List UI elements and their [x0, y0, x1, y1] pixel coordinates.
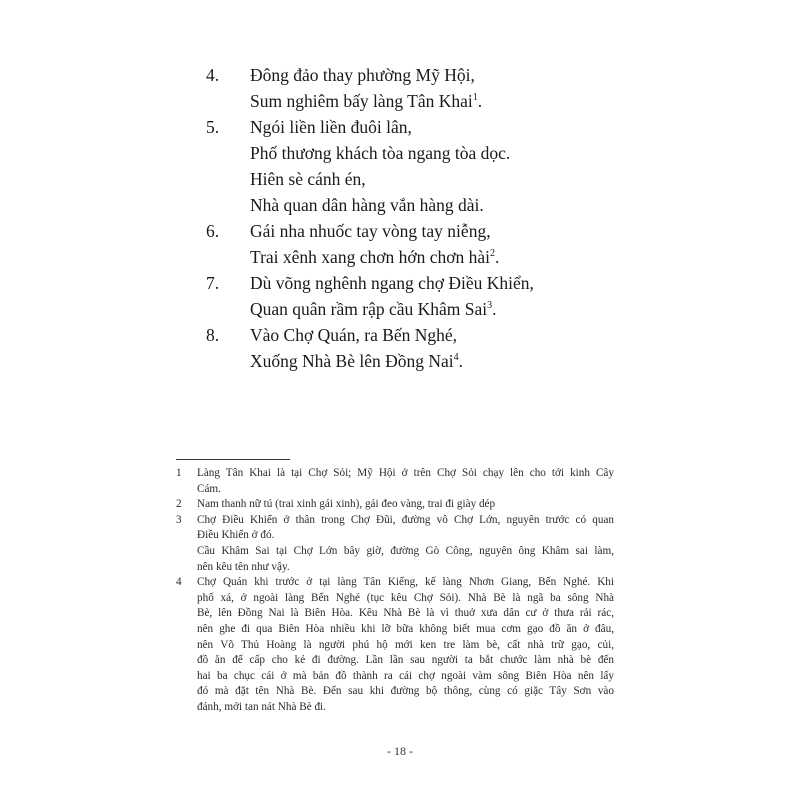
footnote-line: Làng Tân Khai là tại Chợ Sỏi; Mỹ Hội ở trên Chợ Sỏi chạy lên cho tới kinh Cây [197, 467, 614, 479]
stanza-7 [206, 270, 726, 322]
footnote-ref: 1 [472, 92, 478, 104]
footnote-ref: 2 [490, 248, 495, 260]
footnote-line: phố xá, ở ngoài làng Bến Nghé (tục kêu Chợ Sỏi). Nhà Bè là ngã ba sông Nhà [197, 591, 614, 604]
footnote-line: nên ghe đi qua Biên Hòa nhiều khi lỡ bữa không biết mua cơm gạo đồ ăn ở đâu, [197, 622, 614, 635]
poem [206, 62, 726, 374]
page-number: - 18 - [387, 744, 413, 758]
footnote-line: Bè, lên Đồng Nai là Biên Hòa. Kêu Nhà Bè là vì thuở xưa dân cư ở thưa rải rác, [197, 607, 614, 620]
verse-line: Hiên sè cánh én, [250, 169, 366, 189]
verse-line: Dù võng nghênh ngang chợ Điều Khiển, [250, 273, 534, 293]
stanza-4 [206, 62, 726, 114]
verse-line: Trai xênh xang chơn hớn chơn hài$^2$. [250, 247, 500, 267]
footnote-line: nên Võ Thủ Hoàng là người phú hộ mới ken tre làm bè, cất nhà trữ gạo, củi, [197, 638, 614, 651]
footnote-line: Chợ Quán khi trước ở tại làng Tân Kiểng, kế làng Nhơn Giang, Bến Nghé. Khi [197, 576, 614, 589]
stanza-number: 5. [206, 117, 220, 137]
footnote-line: đồ ăn để cấp cho kẻ đi đường. Lần lần sau người ta bắt chước làm nhà bè đến [197, 654, 614, 667]
footnote-ref: 3 [487, 300, 493, 312]
footnote-number: 3 [176, 513, 182, 526]
footnote-number: 4 [176, 576, 182, 589]
stanza-6 [206, 218, 726, 270]
stanza-5 [206, 114, 726, 218]
footnote-line: Cầu Khâm Sai tại Chợ Lớn bây giờ, đường Gò Công, nguyên ông Khâm sai làm, [197, 544, 614, 557]
stanza-number: 7. [206, 273, 220, 293]
footnote-line: đó mà đặt tên Nhà Bè. Đến sau khi đường bộ thông, cùng có giặc Tây Sơn vào [197, 685, 614, 698]
verse-line: Xuống Nhà Bè lên Đồng Nai$^4$. [250, 351, 464, 371]
verse-line: Ngói liền liền đuôi lân, [250, 117, 412, 137]
footnote-3 [176, 513, 614, 575]
footnote-line: nên kêu tên như vậy. [197, 560, 290, 573]
footnote-line: hai ba chục cái ở mà bản đồ thành ra cái chợ ngoài vàm sông Biên Hòa nên lấy [197, 669, 614, 682]
footnote-line: Chợ Điều Khiển ở thân trong Chợ Đũi, đường vô Chợ Lớn, nguyên trước có quan [197, 513, 614, 526]
stanza-number: 4. [206, 65, 220, 85]
footnote-line: đánh, mới tan nát Nhà Bè đi. [197, 700, 326, 713]
stanza-number: 8. [206, 325, 220, 345]
verse-line: Gái nha nhuốc tay vòng tay niễng, [250, 221, 491, 241]
footnote-number: 2 [176, 498, 182, 511]
footnote-number: 1 [176, 467, 182, 479]
footnote-line: Điều Khiển ở đó. [197, 529, 275, 542]
footnotes [176, 466, 614, 716]
footnote-line: Nam thanh nữ tú (trai xinh gái xinh), gái đeo vàng, trai đi giày dép [197, 498, 496, 511]
footnote-1 [176, 466, 614, 497]
verse-line: Vào Chợ Quán, ra Bến Nghé, [250, 325, 458, 345]
footnote-divider [176, 459, 290, 460]
verse-line: Quan quân rầm rập cầu Khâm Sai$^3$. [250, 299, 497, 319]
footnote-2 [176, 497, 614, 513]
footnote-line: Cám. [197, 482, 221, 495]
verse-line: Đông đảo thay phường Mỹ Hội, [250, 65, 475, 85]
footnote-4 [176, 575, 614, 715]
verse-line: Phố thương khách tòa ngang tòa dọc. [250, 143, 511, 163]
stanza-8 [206, 322, 726, 374]
verse-line: Sum nghiêm bấy làng Tân Khai$^1$. [250, 91, 483, 111]
stanza-number: 6. [206, 221, 220, 241]
footnote-ref: 4 [453, 352, 459, 364]
verse-line: Nhà quan dân hàng vắn hàng dài. [250, 195, 484, 215]
